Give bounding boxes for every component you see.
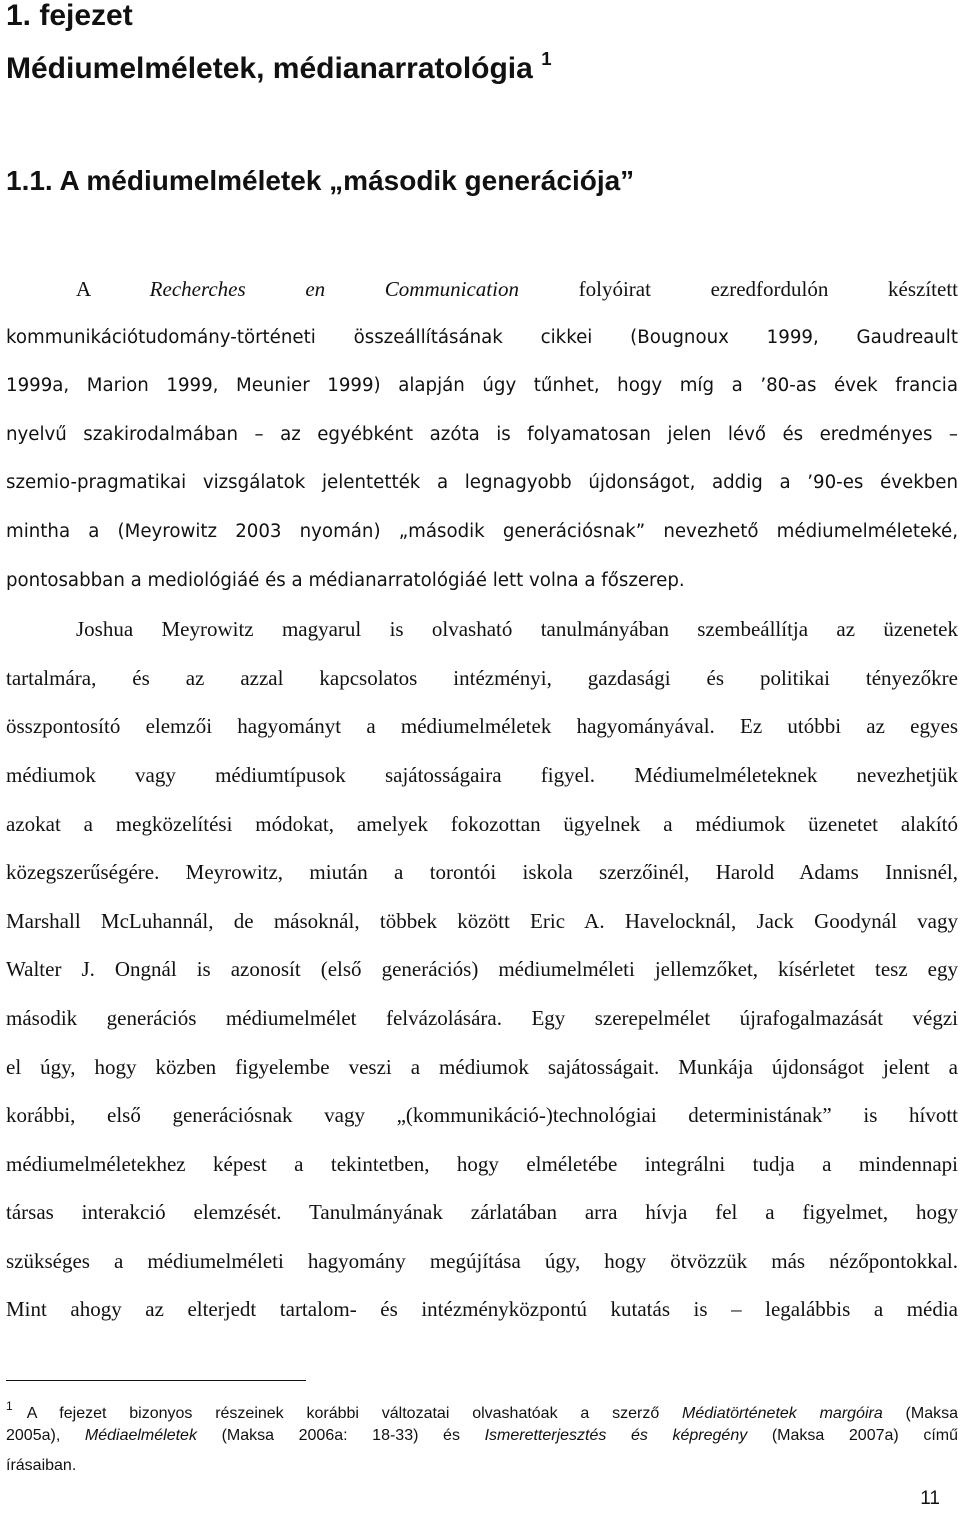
page-number: 11 — [920, 1488, 940, 1509]
paragraph-2-line: társas interakció elemzését. Tanulmányának zárlatában arra hívja fel a figyelmet, hogy — [6, 1200, 958, 1225]
paragraph-2-line: médiumelméletekhez képest a tekintetben, hogy elméletébe integrálni tudja a mindennapi — [6, 1151, 958, 1176]
footnote-reference[interactable]: 1 — [541, 47, 552, 69]
chapter-title — [6, 47, 958, 88]
section-title: 1.1. A médiumelméletek „második generációja” — [6, 165, 635, 196]
body-text — [6, 272, 958, 1341]
text-span: (Maksa 2006a: 18-33) és — [196, 1427, 485, 1444]
paragraph-2-line: Marshall McLuhannál, de másoknál, többek között Eric A. Havelocknál, Jack Goodynál vagy — [6, 908, 958, 933]
text-span: (Maksa 2007a) című — [747, 1427, 959, 1444]
paragraph-2-line: Joshua Meyrowitz magyarul is olvasható tanulmányában szembeállítja az üzenetek — [76, 617, 958, 642]
cited-title: Ismeretterjesztés és képregény — [484, 1427, 748, 1444]
paragraph-2-line: szükséges a médiumelméleti hagyomány megújítása úgy, hogy ötvözzük más nézőpontokkal. — [6, 1248, 958, 1273]
paragraph-1-line — [6, 272, 958, 321]
paragraph-2-line: el úgy, hogy közben figyelembe veszi a médiumok sajátosságait. Munkája újdonságot jelent a — [6, 1054, 958, 1079]
paragraph-1-line: kommunikációtudomány-történeti összeállításának cikkei (Bougnoux 1999, Gaudreault — [6, 326, 958, 348]
paragraph-2-line: tartalmára, és az azzal kapcsolatos intézményi, gazdasági és politikai tényezőkre — [6, 665, 958, 690]
text-span: folyóirat ezredfordulón készített — [518, 277, 958, 301]
paragraph-2-line: Mint ahogy az elterjedt tartalom- és intézményközpontú kutatás is – legalábbis a média — [6, 1297, 958, 1322]
paragraph-1-line: 1999a, Marion 1999, Meunier 1999) alapján úgy tűnhet, hogy míg a ’80-as évek francia — [6, 375, 958, 397]
paragraph-2-line: összpontosító elemzői hagyományt a médiumelméletek hagyományával. Ez utóbbi az egyes — [6, 714, 958, 739]
paragraph-2-line: korábbi, első generációsnak vagy „(kommunikáció-)technológiai deterministának” is hívott — [6, 1103, 958, 1128]
paragraph-2-line: azokat a megközelítési módokat, amelyek fokozottan ügyelnek a médiumok üzenetet alakító — [6, 811, 958, 836]
paragraph-1-line: szemio-pragmatikai vizsgálatok jelentették a legnagyobb újdonságot, addig a ’90-es években — [6, 472, 958, 494]
paragraph-1-line: pontosabban a mediológiáé és a médianarratológiáé lett volna a főszerep. — [6, 569, 685, 591]
footnote-line — [6, 1424, 958, 1454]
text-span: 2005a), — [6, 1427, 85, 1444]
footnote-mark: 1 — [6, 1399, 13, 1413]
journal-title: Recherches en Communication — [149, 277, 519, 301]
footnote-divider — [6, 1380, 306, 1381]
text-span: A fejezet bizonyos részeinek korábbi változatai olvashatóak a szerző — [26, 1405, 683, 1422]
text-span: A — [76, 277, 150, 301]
footnote-line — [6, 1394, 958, 1424]
cited-title: Médiaelméletek — [84, 1427, 197, 1444]
footnote-line: írásaiban. — [6, 1457, 77, 1474]
paragraph-2-line: médiumok vagy médiumtípusok sajátosságaira figyel. Médiumelméleteknek nevezhetjük — [6, 762, 958, 787]
paragraph-1-line: nyelvű szakirodalmában – az egyébként azóta is folyamatosan jelen lévő és eredményes – — [6, 423, 958, 445]
cited-title: Médiatörténetek margóira — [682, 1405, 883, 1422]
paragraph-2-line: Walter J. Ongnál is azonosít (első generációs) médiumelméleti jellemzőket, kísérletet tesz egy — [6, 957, 958, 982]
chapter-title-text: Médiumelméletek, médianarratológia — [6, 52, 533, 85]
paragraph-2-line: közegszerűségére. Meyrowitz, miután a torontói iskola szerzőinél, Harold Adams Innisnél, — [6, 860, 958, 885]
footnote — [6, 1394, 958, 1484]
text-span: (Maksa — [882, 1405, 959, 1422]
chapter-number: 1. fejezet — [6, 0, 133, 32]
paragraph-1-line: mintha a (Meyrowitz 2003 nyomán) „második generációsnak” nevezhető médiumelméleteké, — [6, 520, 958, 542]
paragraph-2-line: második generációs médiumelmélet felvázolására. Egy szerepelmélet újrafogalmazását végzi — [6, 1005, 958, 1030]
